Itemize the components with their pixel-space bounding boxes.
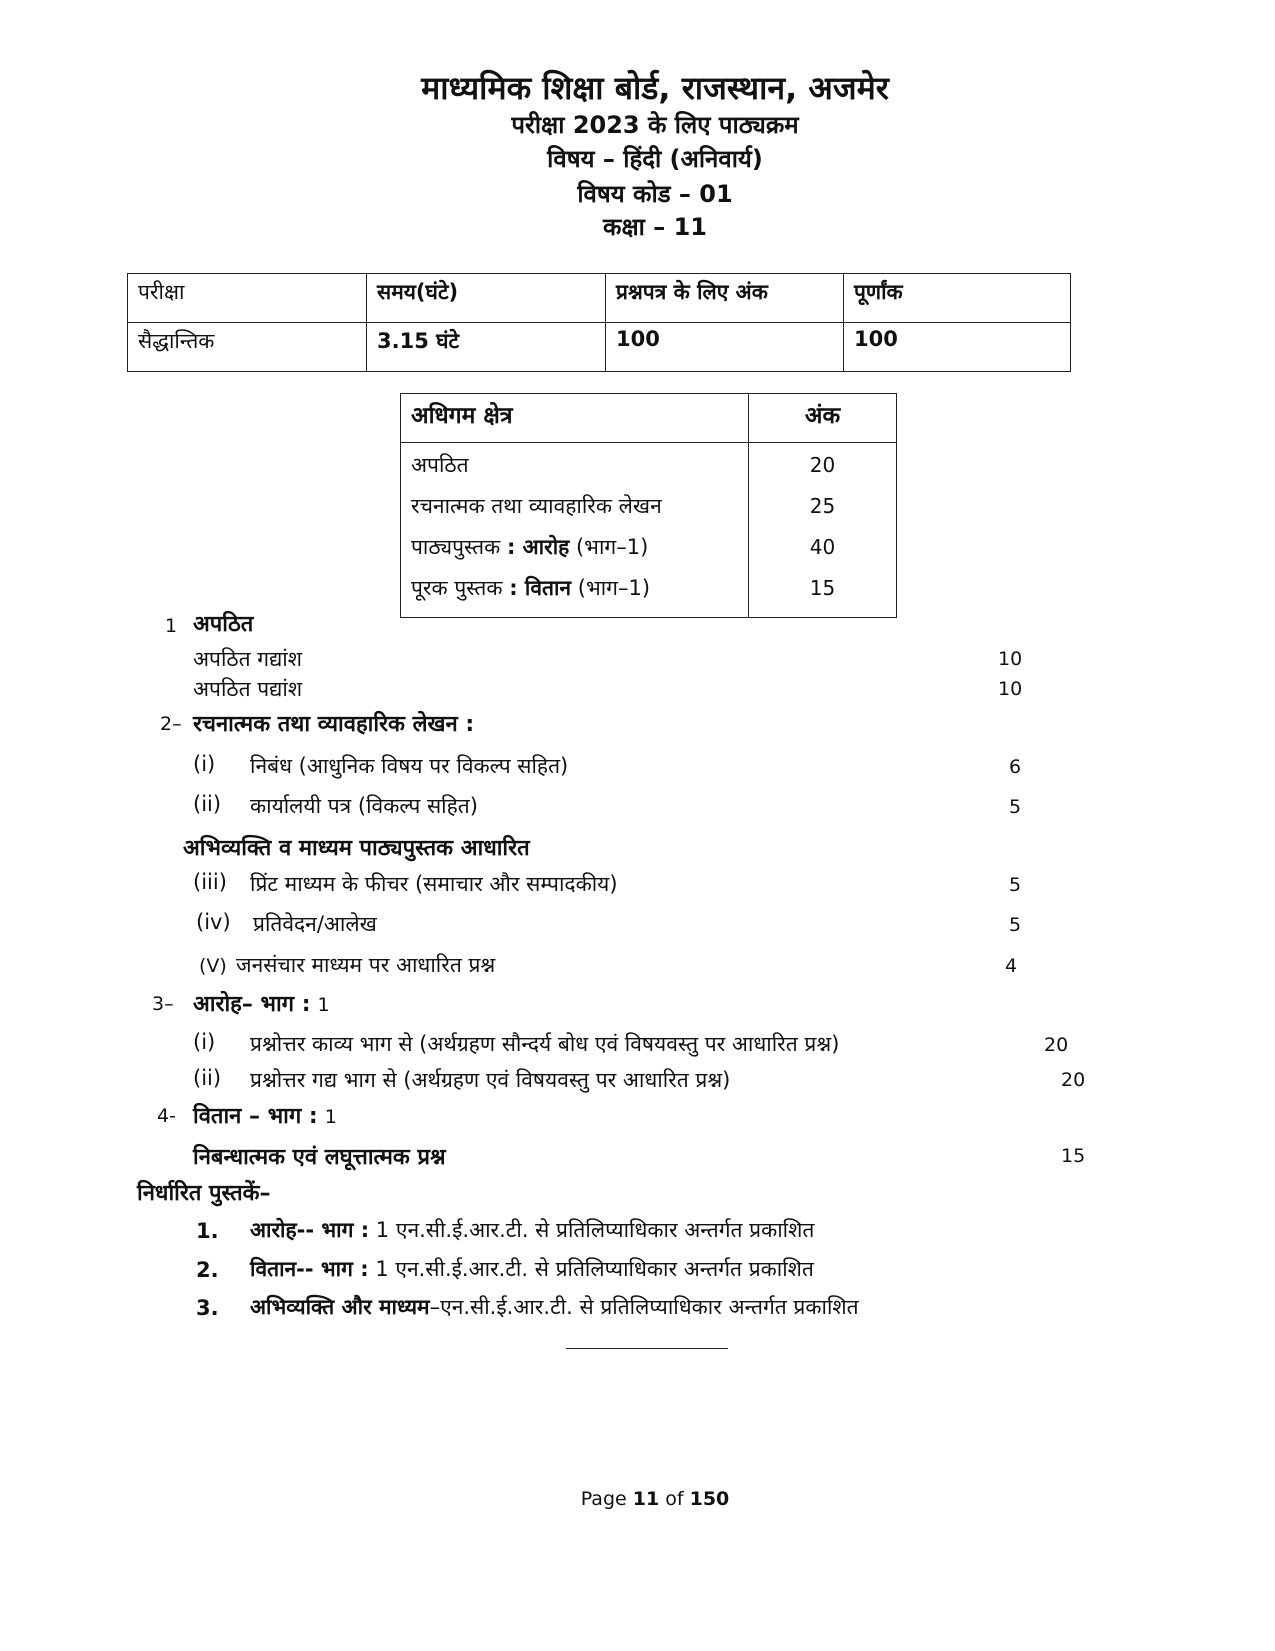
class-title: कक्षा – 11: [603, 213, 707, 241]
exam-table: [127, 273, 1071, 372]
exam-header-cell: परीक्षा: [128, 274, 367, 323]
subject-title: विषय – हिंदी (अनिवार्य): [547, 145, 763, 173]
section3-item-roman: (i): [193, 1030, 216, 1054]
book-entry: [250, 1255, 814, 1283]
area-label-bold: : आरोह: [506, 535, 570, 559]
book-title: अभिव्यक्ति और माध्यम: [250, 1295, 430, 1319]
section3-number: 3–: [152, 993, 174, 1015]
section2-item-marks: 6: [1009, 756, 1022, 778]
section2-item: जनसंचार माध्यम पर आधारित प्रश्न: [236, 953, 496, 977]
exam-cell: 100: [844, 323, 1071, 372]
section2-item-marks: 4: [1005, 955, 1018, 977]
section2-item-marks: 5: [1009, 796, 1022, 818]
exam-cell: 100: [606, 323, 844, 372]
section3-title: [193, 988, 330, 1018]
section1-item-marks: 10: [998, 648, 1023, 670]
book-note: –एन.सी.ई.आर.टी. से प्रतिलिप्याधिकार अन्तर्गत प्रकाशित: [429, 1295, 859, 1319]
area-row: [411, 527, 738, 568]
exam-cell: 3.15 घंटे: [367, 323, 606, 372]
footer-page-word: Page: [580, 1488, 633, 1510]
section2-item-marks: 5: [1009, 874, 1022, 896]
section4-item: निबन्धात्मक एवं लघूत्तात्मक प्रश्न: [193, 1145, 446, 1170]
section1-title: अपठित: [193, 612, 254, 637]
section2-item-roman: (ii): [193, 792, 222, 816]
book-note: 1 एन.सी.ई.आर.टी. से प्रतिलिप्याधिकार अन्तर्गत प्रकाशित: [368, 1257, 814, 1281]
section1-item-marks: 10: [998, 678, 1023, 700]
area-mark: 20: [809, 453, 836, 477]
section2-item: प्रतिवेदन/आलेख: [253, 912, 377, 936]
book-entry: [250, 1293, 859, 1321]
section4-item-marks: 15: [1061, 1145, 1086, 1167]
exam-cell: सैद्धान्तिक: [128, 323, 367, 372]
section1-item: अपठित पद्यांश: [193, 677, 303, 701]
area-row: [411, 445, 738, 486]
section1-item: अपठित गद्यांश: [193, 647, 303, 671]
section2-item: निबंध (आधुनिक विषय पर विकल्प सहित): [250, 754, 569, 778]
subject-code: विषय कोड – 01: [577, 180, 733, 208]
section3-title-suffix: 1: [317, 994, 330, 1016]
section2-item-roman: (iv): [196, 910, 231, 934]
section4-title-suffix: 1: [324, 1106, 337, 1128]
learning-area-table: [400, 393, 897, 618]
section2-item: कार्यालयी पत्र (विकल्प सहित): [250, 794, 478, 818]
area-label-suffix: (भाग–1): [571, 576, 651, 600]
exam-header-cell: समय(घंटे): [367, 274, 606, 323]
exam-table-header-row: [128, 274, 1071, 323]
book-title: आरोह-- भाग :: [250, 1218, 370, 1242]
area-mark: 25: [809, 494, 836, 518]
area-header-cell: अधिगम क्षेत्र: [401, 394, 749, 443]
section2-item-roman: (V): [199, 955, 227, 977]
area-label: पूरक पुस्तक: [411, 576, 510, 600]
page-footer: [0, 1488, 1275, 1510]
footer-total-pages: 150: [689, 1488, 730, 1510]
section2-subheading: अभिव्यक्ति व माध्यम पाठ्यपुस्तक आधारित: [183, 836, 530, 861]
exam-header-cell: पूर्णांक: [844, 274, 1071, 323]
section3-item: प्रश्नोत्तर गद्य भाग से (अर्थग्रहण एवं विषयवस्तु पर आधारित प्रश्न): [250, 1068, 731, 1092]
section2-number: 2–: [160, 713, 182, 735]
area-table-header-row: [401, 394, 897, 443]
area-marks-cell: [749, 443, 897, 618]
section3-item-marks: 20: [1061, 1069, 1086, 1091]
book-number: 1.: [196, 1219, 219, 1243]
section3-item-roman: (ii): [193, 1066, 222, 1090]
syllabus-title: परीक्षा 2023 के लिए पाठ्यक्रम: [511, 111, 799, 139]
exam-table-row: [128, 323, 1071, 372]
board-title: माध्यमिक शिक्षा बोर्ड, राजस्थान, अजमेर: [421, 69, 889, 107]
area-labels-cell: [401, 443, 749, 618]
book-title: वितान-- भाग :: [250, 1257, 369, 1281]
section2-item-roman: (i): [193, 752, 216, 776]
area-label: अपठित: [411, 453, 469, 477]
section4-title-bold: वितान – भाग :: [193, 1104, 318, 1129]
section4-title: [193, 1100, 337, 1130]
area-mark: 15: [809, 576, 836, 600]
area-row: [411, 486, 738, 527]
area-label-bold: : वितान: [509, 576, 572, 600]
end-divider: [566, 1348, 728, 1349]
area-header-cell: अंक: [749, 394, 897, 443]
section3-item: प्रश्नोत्तर काव्य भाग से (अर्थग्रहण सौन्दर्य बोध एवं विषयवस्तु पर आधारित प्रश्न): [250, 1032, 840, 1056]
area-row: [411, 568, 738, 609]
book-number: 3.: [196, 1296, 219, 1320]
area-mark: 40: [809, 535, 836, 559]
exam-header-cell: प्रश्नपत्र के लिए अंक: [606, 274, 844, 323]
footer-of-word: of: [659, 1488, 690, 1510]
section4-number: 4-: [157, 1105, 176, 1127]
area-table-body: [401, 443, 897, 618]
area-label: पाठ्यपुस्तक: [411, 535, 507, 559]
area-label: रचनात्मक तथा व्यावहारिक लेखन: [411, 494, 662, 518]
section3-title-bold: आरोह– भाग :: [193, 992, 311, 1017]
books-heading: निर्धारित पुस्तकें–: [137, 1181, 271, 1206]
footer-current-page: 11: [632, 1488, 660, 1510]
section1-number: 1: [165, 615, 178, 637]
book-entry: [250, 1216, 814, 1244]
area-label-suffix: (भाग–1): [569, 535, 649, 559]
section2-item: प्रिंट माध्यम के फीचर (समाचार और सम्पादकीय): [250, 872, 618, 896]
book-number: 2.: [196, 1258, 219, 1282]
section2-item-roman: (iii): [193, 870, 227, 894]
section2-item-marks: 5: [1009, 914, 1022, 936]
section2-title: रचनात्मक तथा व्यावहारिक लेखन :: [193, 712, 475, 737]
section3-item-marks: 20: [1044, 1034, 1069, 1056]
book-note: 1 एन.सी.ई.आर.टी. से प्रतिलिप्याधिकार अन्तर्गत प्रकाशित: [369, 1218, 815, 1242]
